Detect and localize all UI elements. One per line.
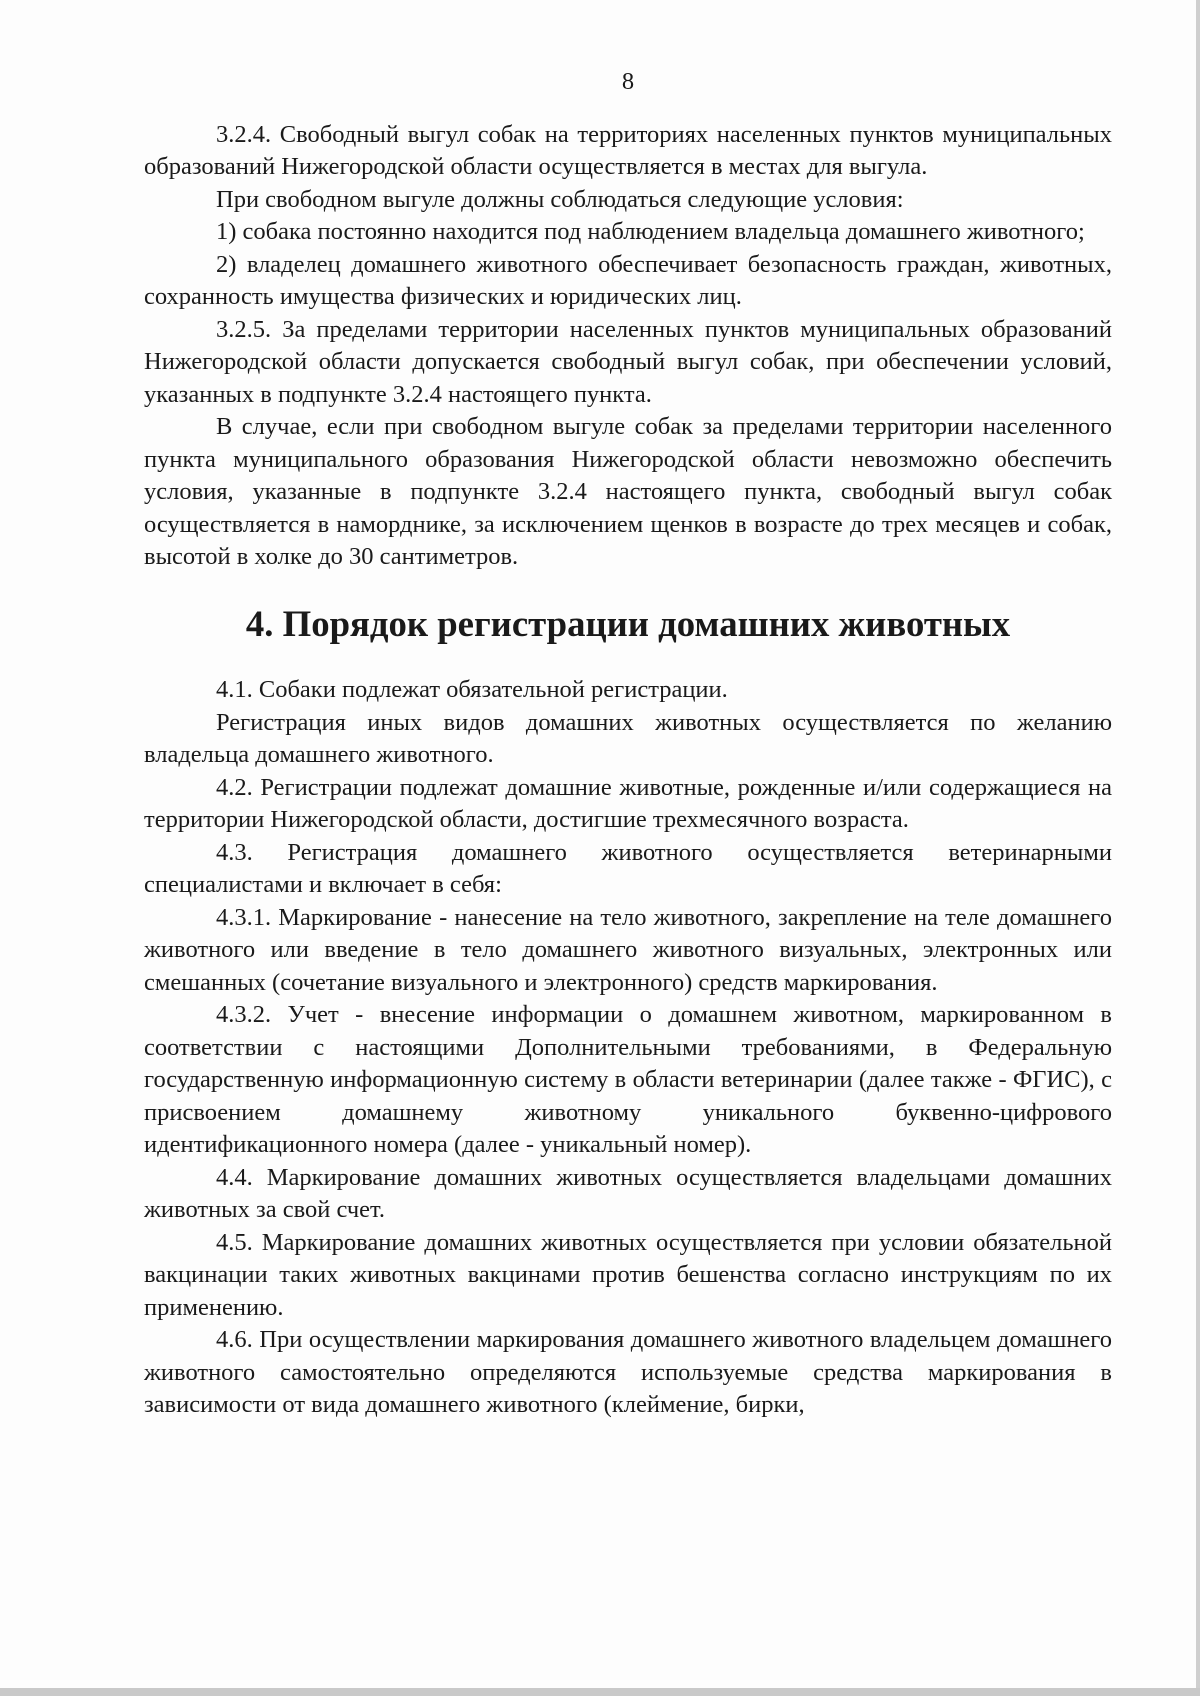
paragraph-4-6: 4.6. При осуществлении маркирования домашнего животного владельцем домашнего животного самостоятельно определяются используемые средства маркирования в зависимости от вида домашнего животного (клеймение, бирки, (144, 1326, 1112, 1418)
page-edge-bottom (0, 1688, 1200, 1696)
page-number: 8 (621, 68, 635, 95)
paragraph-condition-2: 2) владелец домашнего животного обеспечивает безопасность граждан, животных, сохранность имущества физических и юридических лиц. (144, 250, 1112, 310)
paragraph-3-2-5: 3.2.5. За пределами территории населенных пунктов муниципальных образований Нижегородской области допускается свободный выгул собак, при обеспечении условий, указанных в подпункте 3.2.4 настоящего пункта. (144, 315, 1112, 408)
paragraph-condition-1: 1) собака постоянно находится под наблюдением владельца домашнего животного; (216, 218, 1085, 245)
paragraph-muzzle-rule: В случае, если при свободном выгуле собак за пределами территории населенного пункта муниципального образования Нижегородской области невозможно обеспечить условия, указанные в подпункте 3.2.4 настоящего пункта, свободный выгул собак осуществляется в наморднике, за исключением щенков в возрасте до трех месяцев и собак, высотой в холке до 30 сантиметров. (144, 413, 1112, 570)
paragraph-4-5: 4.5. Маркирование домашних животных осуществляется при условии обязательной вакцинации таких животных вакцинами против бешенства согласно инструкциям по их применению. (144, 1228, 1112, 1321)
paragraph-4-3-1: 4.3.1. Маркирование - нанесение на тело животного, закрепление на теле домашнего животного или введение в тело домашнего животного визуальных, электронных или смешанных (сочетание визуального и электронного) средств маркирования. (144, 903, 1112, 996)
paragraph-conditions-intro: При свободном выгуле должны соблюдаться следующие условия: (216, 185, 904, 213)
paragraph-3-2-4: 3.2.4. Свободный выгул собак на территориях населенных пунктов муниципальных образований Нижегородской области осуществляется в местах для выгула. (144, 120, 1112, 180)
paragraph-4-4: 4.4. Маркирование домашних животных осуществляется владельцами домашних животных за свой счет. (144, 1163, 1112, 1223)
paragraph-other-species: Регистрация иных видов домашних животных осуществляется по желанию владельца домашнего животного. (144, 708, 1112, 768)
section-heading: 4. Порядок регистрации домашних животных (245, 602, 1011, 644)
paragraph-4-1: 4.1. Собаки подлежат обязательной регистрации. (216, 676, 728, 703)
page-edge-right (1196, 0, 1200, 1696)
paragraph-4-3-2: 4.3.2. Учет - внесение информации о домашнем животном, маркированном в соответствии с настоящими Дополнительными требованиями, в Федеральную государственную информационную систему в области ветеринарии (далее также - ФГИС), с присвоением домашнему животному уникального буквенно-цифрового идентификационного номера (далее - уникальный номер). (144, 1001, 1112, 1158)
paragraph-4-2: 4.2. Регистрации подлежат домашние животные, рожденные и/или содержащиеся на территории Нижегородской области, достигшие трехмесячного возраста. (144, 773, 1112, 833)
paragraph-4-3: 4.3. Регистрация домашнего животного осуществляется ветеринарными специалистами и включает в себя: (144, 838, 1112, 898)
